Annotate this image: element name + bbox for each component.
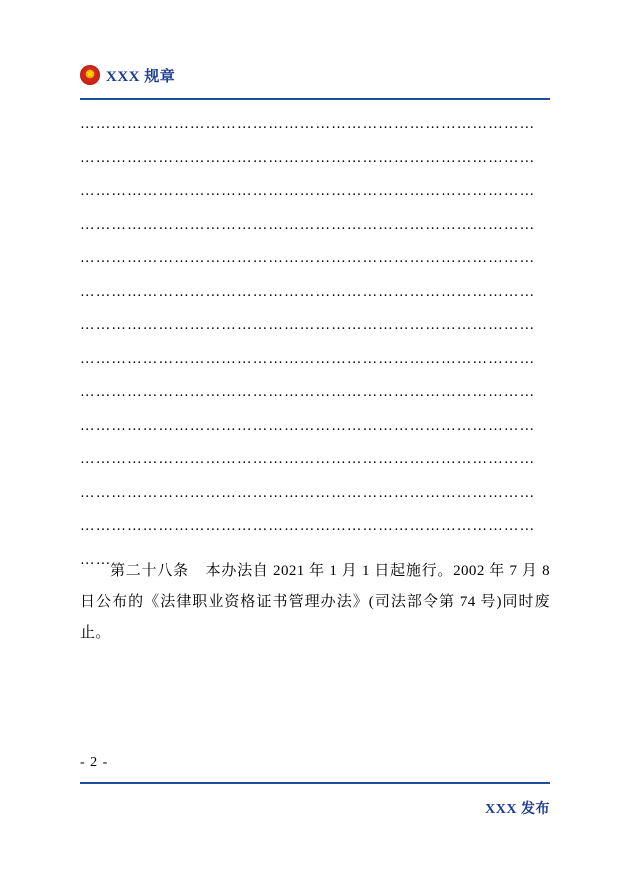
redacted-line: …………………………………………………………………………… [80,518,536,534]
redacted-line: …………………………………………………………………………… [80,116,536,132]
redacted-line: …………………………………………………………………………… [80,183,536,199]
header-title: XXX 规章 [106,68,176,85]
page-number: - 2 - [80,755,109,770]
redacted-content-block [80,108,550,577]
redacted-line: …………………………………………………………………………… [80,350,536,367]
header-title-row [80,60,550,90]
redacted-line: …………………………………………………………………………… [80,384,536,400]
redacted-line: …………………………………………………………………………… [80,216,536,233]
article-body: 本办法自 2021 年 1 月 1 日起施行。2002 年 7 月 8 日公布的《法律职业资格证书管理办法》(司法部令第 74 号)同时废止。 [80,563,550,641]
article-label: 第二十八条 [110,563,189,579]
article-text-line [80,556,550,649]
publisher-label: XXX 发布 [485,802,550,817]
redacted-line: …………………………………………………………………………… [80,317,536,333]
redacted-line: …………………………………………………………………………… [80,250,536,266]
redacted-line: …………………………………………………………………………… [80,417,536,434]
redacted-line: …………………………………………………………………………… [80,283,536,300]
redacted-line: …………………………………………………………………………… [80,149,536,166]
header-divider [80,98,550,100]
footer-divider [80,782,550,784]
redacted-line: …… [80,551,112,568]
national-emblem-icon [80,65,100,85]
article-paragraph [80,556,550,649]
redacted-line: …………………………………………………………………………… [80,451,536,467]
redacted-line: …………………………………………………………………………… [80,484,536,501]
document-header [80,60,550,102]
